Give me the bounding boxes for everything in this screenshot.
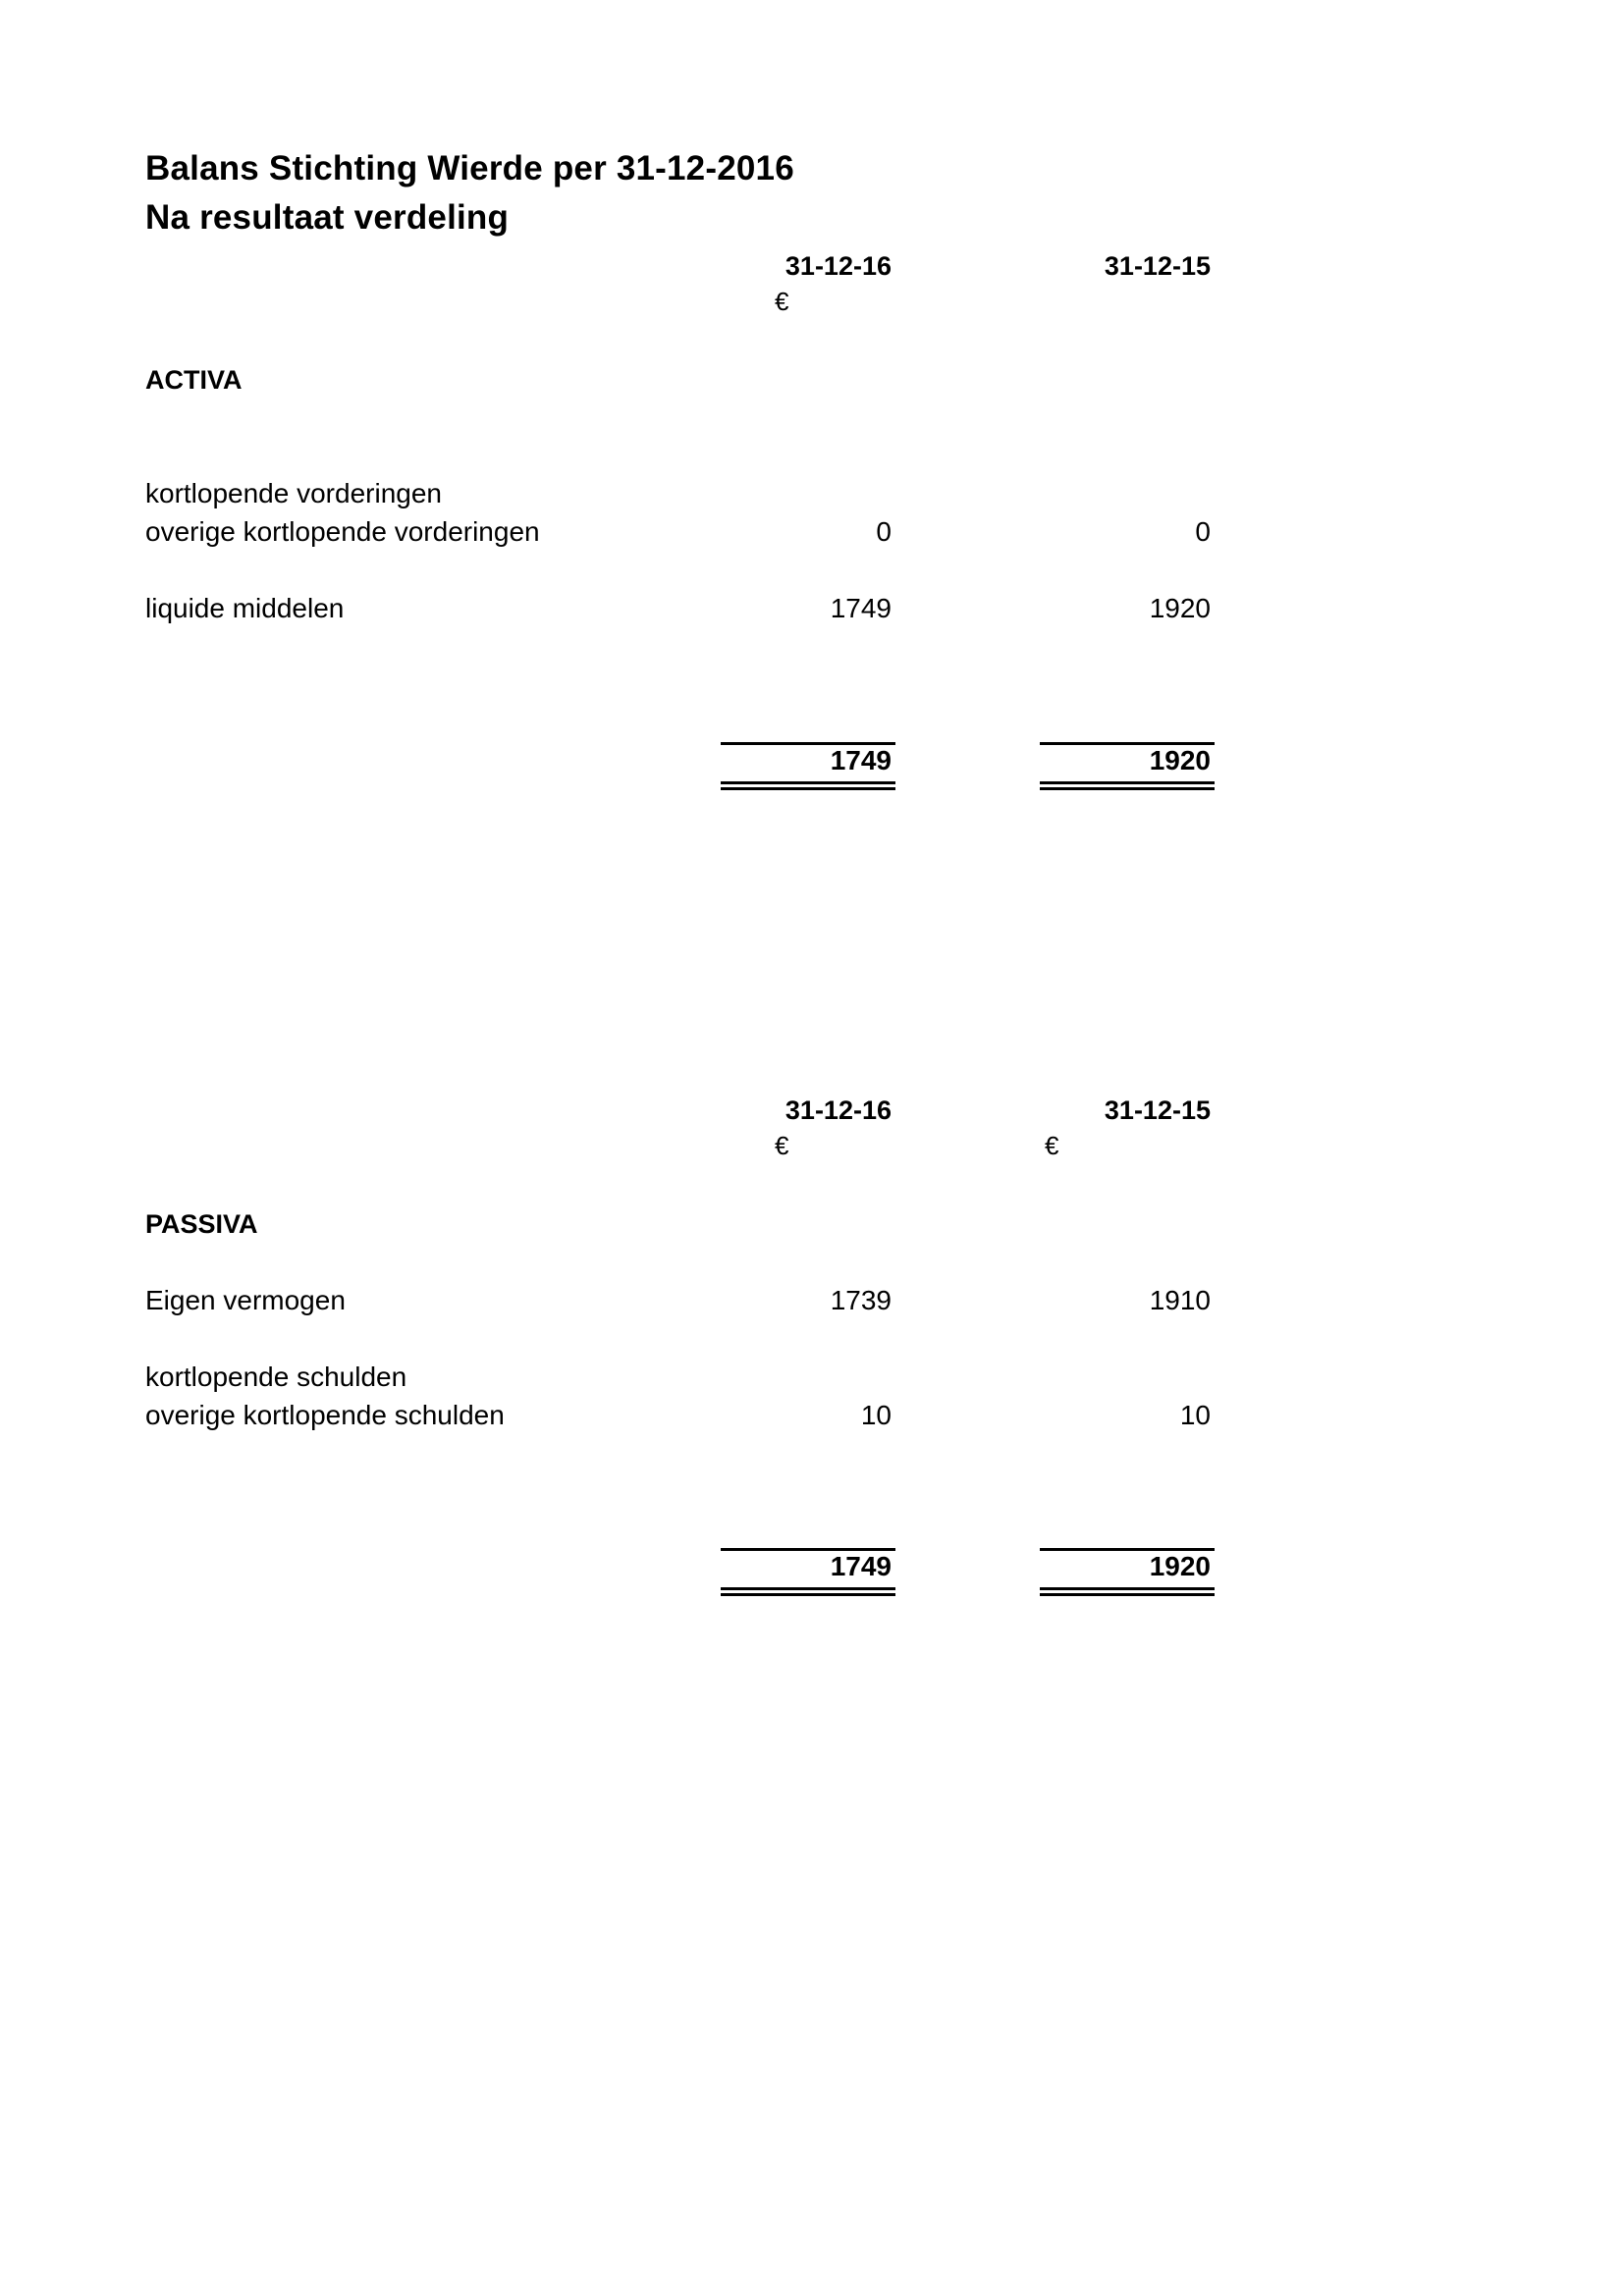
passiva-row-value-1: 1739: [830, 1285, 892, 1315]
activa-row-value-1: 0: [876, 516, 892, 547]
passiva-col1-currency: €: [775, 1131, 789, 1160]
activa-section-title: ACTIVA: [145, 365, 243, 395]
activa-col1-currency: €: [775, 287, 789, 316]
passiva-total-double-rule-2: [1040, 1587, 1215, 1596]
activa-col1-header: 31-12-16: [784, 251, 892, 281]
activa-row-value-2: 0: [1195, 516, 1211, 547]
passiva-col1-header: 31-12-16: [784, 1095, 892, 1125]
activa-col2-header: 31-12-15: [1104, 251, 1211, 281]
passiva-row-value-1: 10: [860, 1400, 892, 1430]
activa-total-2: 1920: [1149, 745, 1211, 775]
activa-row-value-1: 1749: [830, 593, 892, 623]
passiva-total-1: 1749: [830, 1551, 892, 1581]
passiva-row-label: Eigen vermogen: [145, 1285, 346, 1315]
activa-row-label: overige kortlopende vorderingen: [145, 516, 540, 547]
activa-total-double-rule-2: [1040, 781, 1215, 790]
activa-total-double-rule-1: [721, 781, 895, 790]
passiva-section-title: PASSIVA: [145, 1209, 258, 1239]
passiva-total-2: 1920: [1149, 1551, 1211, 1581]
passiva-total-double-rule-1: [721, 1587, 895, 1596]
passiva-col2-currency: €: [1045, 1131, 1059, 1160]
activa-row-value-2: 1920: [1149, 593, 1211, 623]
activa-total-1: 1749: [830, 745, 892, 775]
activa-row-label: liquide middelen: [145, 593, 345, 623]
passiva-col2-header: 31-12-15: [1104, 1095, 1211, 1125]
passiva-row-value-2: 1910: [1149, 1285, 1211, 1315]
page-subtitle: Na resultaat verdeling: [145, 198, 510, 237]
passiva-row-value-2: 10: [1179, 1400, 1211, 1430]
activa-row-label: kortlopende vorderingen: [145, 478, 442, 508]
passiva-row-label: overige kortlopende schulden: [145, 1400, 505, 1430]
passiva-row-label: kortlopende schulden: [145, 1362, 407, 1392]
page-title: Balans Stichting Wierde per 31-12-2016: [145, 149, 794, 187]
